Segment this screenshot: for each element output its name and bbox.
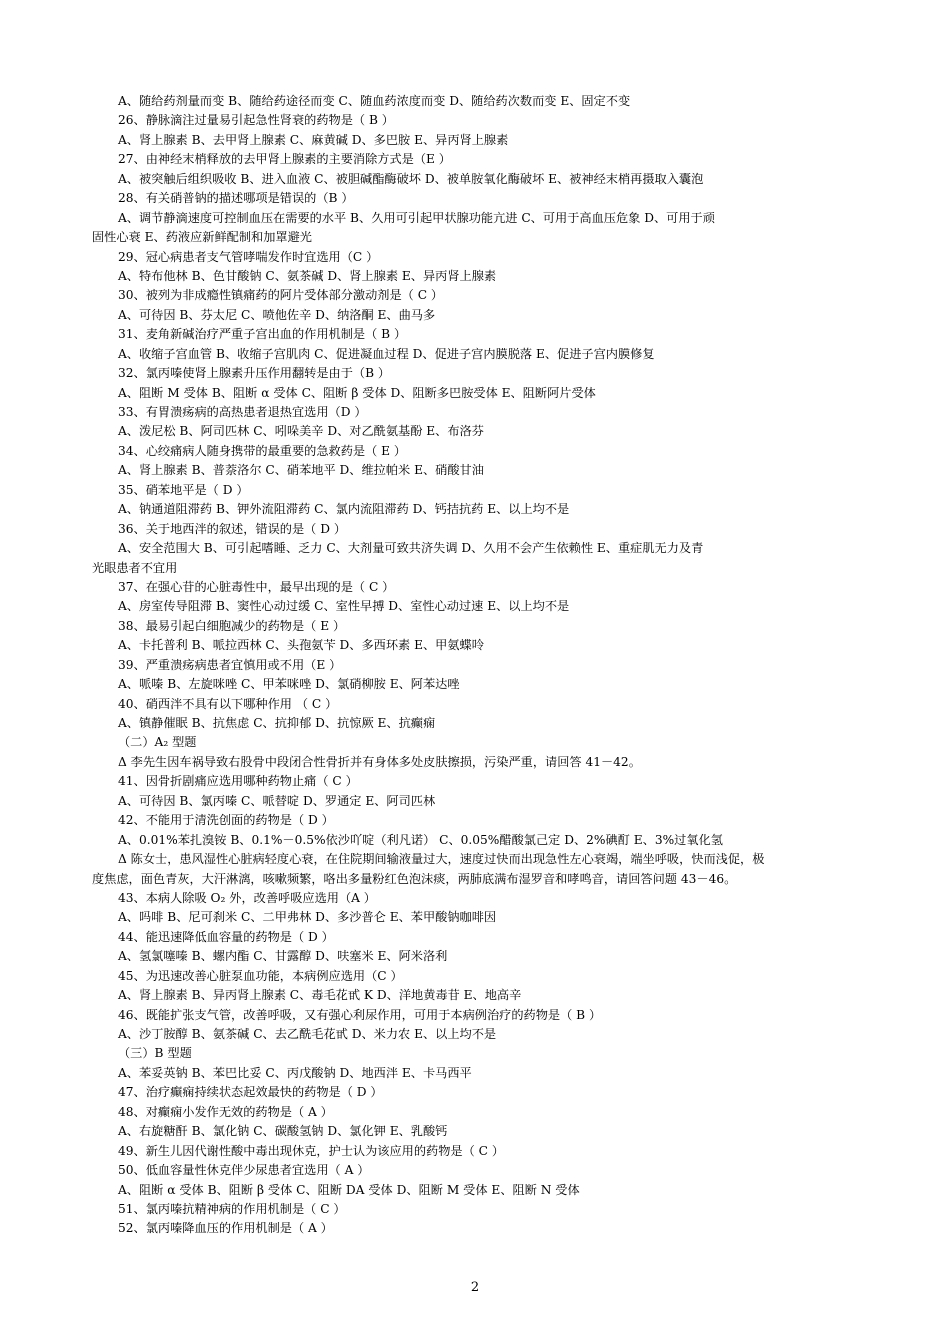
text-line: 38、最易引起白细胞减少的药物是（ E ） [118,618,346,633]
text-line: A、调节静滴速度可控制血压在需要的水平 B、久用可引起甲状腺功能亢进 C、可用于高血压危象 D、可用于顽 [118,210,715,225]
text-line: A、泼尼松 B、阿司匹林 C、吲哚美辛 D、对乙酰氨基酚 E、布洛芬 [118,424,484,439]
text-line: 光眼患者不宜用 [92,560,178,575]
text-line: 43、本病人除吸 O₂ 外，改善呼吸应选用（A ） [118,890,376,905]
text-line: Δ 陈女士，患风湿性心脏病轻度心衰，在住院期间输液量过大，速度过快而出现急性左心衰竭，端坐呼吸，快而浅促，极 [118,852,765,867]
text-line: 44、能迅速降低血容量的药物是（ D ） [118,929,334,944]
text-line: 45、为迅速改善心脏泵血功能，本病例应选用（C ） [118,968,403,983]
text-line: （三）B 型题 [118,1046,192,1061]
text-line: A、卡托普利 B、哌拉西林 C、头孢氨苄 D、多西环素 E、甲氨蝶呤 [118,638,484,653]
text-line: 度焦虑，面色青灰，大汗淋漓，咳嗽频繁，咯出多量粉红色泡沫痰，两肺底满布湿罗音和哮鸣音，请回答问题 43－46。 [92,871,737,886]
text-line: 36、关于地西泮的叙述，错误的是（ D ） [118,521,347,536]
text-line: A、0.01%苯扎溴铵 B、0.1%－0.5%依沙吖啶（利凡诺） C、0.05%醋酸氯己定 D、2%碘酊 E、3%过氧化氢 [118,832,723,847]
text-line: 40、硝西泮不具有以下哪种作用 （ C ） [118,696,338,711]
text-line: 48、对癫痫小发作无效的药物是（ A ） [118,1104,333,1119]
text-line: A、可待因 B、氯丙嗪 C、哌替啶 D、罗通定 E、阿司匹林 [118,793,436,808]
text-line: 30、被列为非成瘾性镇痛药的阿片受体部分激动剂是（ C ） [118,288,444,303]
page-number: 2 [470,1280,480,1295]
document-body [92,92,862,1239]
text-line: A、肾上腺素 B、异丙肾上腺素 C、毒毛花甙 K D、洋地黄毒苷 E、地高辛 [118,988,522,1003]
text-line: A、氢氯噻嗪 B、螺内酯 C、甘露醇 D、呋塞米 E、阿米洛利 [118,949,448,964]
text-line: A、钠通道阻滞药 B、钾外流阻滞药 C、氯内流阻滞药 D、钙拮抗药 E、以上均不是 [118,502,570,517]
text-line: 35、硝苯地平是（ D ） [118,482,249,497]
text-line: A、阻断 α 受体 B、阻断 β 受体 C、阻断 DA 受体 D、阻断 M 受体 E、阻断 N 受体 [118,1182,580,1197]
text-line: A、随给药剂量而变 B、随给药途径而变 C、随血药浓度而变 D、随给药次数而变 E、固定不变 [118,94,631,108]
text-line: A、右旋糖酐 B、氯化钠 C、碳酸氢钠 D、氯化钾 E、乳酸钙 [118,1124,448,1139]
text-line: A、镇静催眠 B、抗焦虑 C、抗抑郁 D、抗惊厥 E、抗癫痫 [118,716,436,730]
text-line: 29、冠心病患者支气管哮喘发作时宜选用（C ） [118,249,379,264]
text-line: 41、因骨折剧痛应选用哪种药物止痛（ C ） [118,774,358,789]
text-line: A、肾上腺素 B、去甲肾上腺素 C、麻黄碱 D、多巴胺 E、异丙肾上腺素 [118,132,509,147]
text-line: A、肾上腺素 B、普萘洛尔 C、硝苯地平 D、维拉帕米 E、硝酸甘油 [118,463,484,478]
text-line: A、房室传导阻滞 B、窦性心动过缓 C、室性早搏 D、室性心动过速 E、以上均不是 [118,599,570,614]
text-line: 34、心绞痛病人随身携带的最重要的急救药是（ E ） [118,443,407,458]
text-line: A、安全范围大 B、可引起嗜睡、乏力 C、大剂量可致共济失调 D、久用不会产生依赖性 E、重症肌无力及青 [118,541,704,556]
text-line: Δ 李先生因车祸导致右股骨中段闭合性骨折并有身体多处皮肤擦损，污染严重，请回答 41－42。 [118,754,641,769]
text-line: 46、既能扩张支气管，改善呼吸，又有强心利尿作用，可用于本病例治疗的药物是（ B ） [118,1007,602,1022]
text-line: 32、氯丙嗪使肾上腺素升压作用翻转是由于（B ） [118,366,391,381]
text-line: A、特布他林 B、色甘酸钠 C、氨茶碱 D、肾上腺素 E、异丙肾上腺素 [118,268,497,283]
text-line: 31、麦角新碱治疗严重子宫出血的作用机制是（ B ） [118,327,407,342]
text-line: 28、有关硝普钠的描述哪项是错误的（B ） [118,191,354,206]
text-line: 52、氯丙嗪降血压的作用机制是（ A ） [118,1221,333,1236]
text-line: A、吗啡 B、尼可刹米 C、二甲弗林 D、多沙普仑 E、苯甲酸钠咖啡因 [118,910,497,925]
text-line: 33、有胃溃疡病的高热患者退热宜选用（D ） [118,405,367,419]
text-line: 50、低血容量性休克伴少尿患者宜选用（ A ） [118,1163,370,1178]
text-line: A、沙丁胺醇 B、氨茶碱 C、去乙酰毛花甙 D、米力农 E、以上均不是 [118,1027,497,1041]
text-line: 51、氯丙嗪抗精神病的作用机制是（ C ） [118,1201,346,1216]
text-line: 42、不能用于清洗创面的药物是（ D ） [118,813,334,828]
text-line: 39、严重溃疡病患者宜慎用或不用（E ） [118,657,342,672]
text-line: （二）A₂ 型题 [118,735,197,750]
text-line: A、苯妥英钠 B、苯巴比妥 C、丙戊酸钠 D、地西泮 E、卡马西平 [118,1065,472,1080]
text-line: 固性心衰 E、药液应新鲜配制和加罩避光 [92,230,312,245]
text-line: A、被突触后组织吸收 B、进入血液 C、被胆碱酯酶破坏 D、被单胺氧化酶破坏 E、被神经末梢再摄取入囊泡 [118,171,704,186]
text-line: A、阻断 M 受体 B、阻断 α 受体 C、阻断 β 受体 D、阻断多巴胺受体 E、阻断阿片受体 [118,385,596,400]
text-line: 37、在强心苷的心脏毒性中，最早出现的是（ C ） [118,579,395,594]
text-line: 47、治疗癫痫持续状态起效最快的药物是（ D ） [118,1085,383,1100]
text-line: A、可待因 B、芬太尼 C、喷他佐辛 D、纳洛酮 E、曲马多 [118,307,436,322]
text-line: 26、静脉滴注过量易引起急性肾衰的药物是（ B ） [118,113,394,128]
text-line: 49、新生儿因代谢性酸中毒出现休克，护士认为该应用的药物是（ C ） [118,1143,505,1158]
text-line: 27、由神经末梢释放的去甲肾上腺素的主要消除方式是（E ） [118,152,451,167]
text-line: A、哌嗪 B、左旋咪唑 C、甲苯咪唑 D、氯硝柳胺 E、阿苯达唑 [118,677,460,692]
text-line: A、收缩子宫血管 B、收缩子宫肌肉 C、促进凝血过程 D、促进子宫内膜脱落 E、促进子宫内膜修复 [118,346,655,361]
